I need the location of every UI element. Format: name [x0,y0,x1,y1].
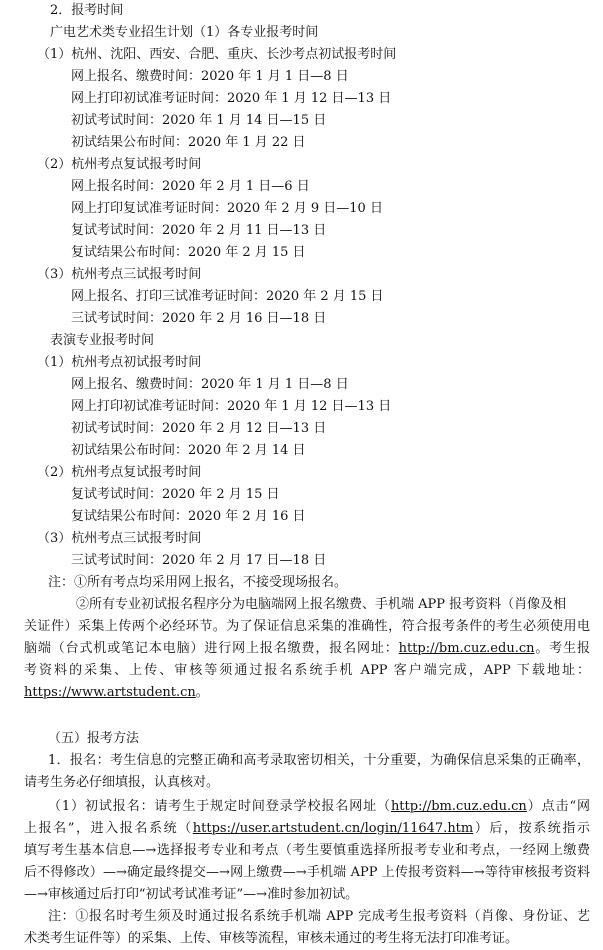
method-registration-line: 请考生务必仔细填报，认真核对。 [24,775,220,790]
list-item: 三试考试时间：2020 年 2 月 16 日—18 日 [71,311,327,326]
method-step-line: （1）初试报名：请考生于规定时间登录学校报名网址（http://bm.cuz.edu.cn）点击“网 [48,799,590,814]
note-onsite: 注：①所有考点均采用网上报名，不接受现场报名。 [48,575,348,590]
performance-round2-title: （2）杭州考点复试报考时间 [37,465,202,480]
section-heading-schedule: 2．报考时间 [50,3,124,18]
system-login-link[interactable]: https://user.artstudent.cn/login/11647.htm [192,821,474,836]
note-procedure-line: https://www.artstudent.cn。 [24,685,209,700]
list-item: 初试考试时间：2020 年 2 月 12 日—13 日 [71,421,327,436]
list-item: 网上打印初试准考证时间：2020 年 1 月 12 日—13 日 [71,399,392,414]
broadcast-round3-title: （3）杭州考点三试报考时间 [37,267,202,282]
broadcast-round2-title: （2）杭州考点复试报考时间 [37,157,202,172]
list-item: 复试结果公布时间：2020 年 2 月 16 日 [71,509,306,524]
broadcast-title: 广电艺术类专业招生计划（1）各专业报考时间 [50,25,319,40]
performance-title: 表演专业报考时间 [50,333,155,348]
performance-round3-title: （3）杭州考点三试报考时间 [37,531,202,546]
performance-round1-title: （1）杭州考点初试报考时间 [37,355,202,370]
list-item: 初试考试时间：2020 年 1 月 14 日—15 日 [71,113,327,128]
method-step-line: —→审核通过后打印“初试考试准考证”—→准时参加初试。 [24,887,359,902]
list-item: 网上报名时间：2020 年 2 月 1 日—6 日 [71,179,310,194]
list-item: 网上报名、缴费时间：2020 年 1 月 1 日—8 日 [71,377,349,392]
note-procedure-line: 关证件）采集上传两个必经环节。为了保证信息采集的准确性，符合报考条件的考生必须使用电 [24,619,590,634]
section-heading-method: （五）报考方法 [48,731,140,746]
list-item: 初试结果公布时间：2020 年 2 月 14 日 [71,443,306,458]
registration-link[interactable]: http://bm.cuz.edu.cn [390,799,527,814]
note-procedure-line: 脑端（台式机或笔记本电脑）进行网上报名缴费，报名网址：http://bm.cuz.edu.cn。考生报 [24,641,590,656]
method-registration-line: 1．报名：考生信息的完整正确和高考录取密切相关，十分重要，为确保信息采集的正确率， [48,753,590,768]
app-download-link[interactable]: https://www.artstudent.cn [24,685,196,700]
method-step-line: 填写考生基本信息—→选择报考专业和考点（考生要慎重选择所报考专业和考点，一经网上缴费 [24,843,590,858]
method-step-line: 后不得修改）—→确定最终提交—→网上缴费—→手机端 APP 上传报考资料—→等待审核报考资料 [24,865,590,880]
list-item: 复试考试时间：2020 年 2 月 11 日—13 日 [71,223,327,238]
list-item: 网上报名、缴费时间：2020 年 1 月 1 日—8 日 [71,69,349,84]
list-item: 网上打印复试准考证时间：2020 年 2 月 9 日—10 日 [71,201,383,216]
list-item: 复试结果公布时间：2020 年 2 月 15 日 [71,245,306,260]
note-procedure-line: ②所有专业初试报名程序分为电脑端网上报名缴费、手机端 APP 报考资料（肖像及相 [76,597,567,612]
list-item: 网上报名、打印三试准考证时间：2020 年 2 月 15 日 [71,289,384,304]
method-note-line: 术类考生证件等）的采集、上传、审核等流程，审核未通过的考生将无法打印准考证。 [24,931,519,946]
method-step-line: 上报名”，进入报名系统（https://user.artstudent.cn/login/11647.htm）后，按系统指示 [24,821,590,836]
note-procedure-line: 考资料的采集、上传、审核等须通过报名系统手机 APP 客户端完成，APP 下载地址： [24,663,590,678]
broadcast-round1-title: （1）杭州、沈阳、西安、合肥、重庆、长沙考点初试报考时间 [37,47,397,62]
list-item: 初试结果公布时间：2020 年 1 月 22 日 [71,135,306,150]
list-item: 三试考试时间：2020 年 2 月 17 日—18 日 [71,553,327,568]
registration-link[interactable]: http://bm.cuz.edu.cn [398,641,535,656]
list-item: 复试考试时间：2020 年 2 月 15 日 [71,487,280,502]
method-note-line: 注：①报名时考生须及时通过报名系统手机端 APP 完成考生报考资料（肖像、身份证、艺 [48,909,590,924]
list-item: 网上打印初试准考证时间：2020 年 1 月 12 日—13 日 [71,91,392,106]
